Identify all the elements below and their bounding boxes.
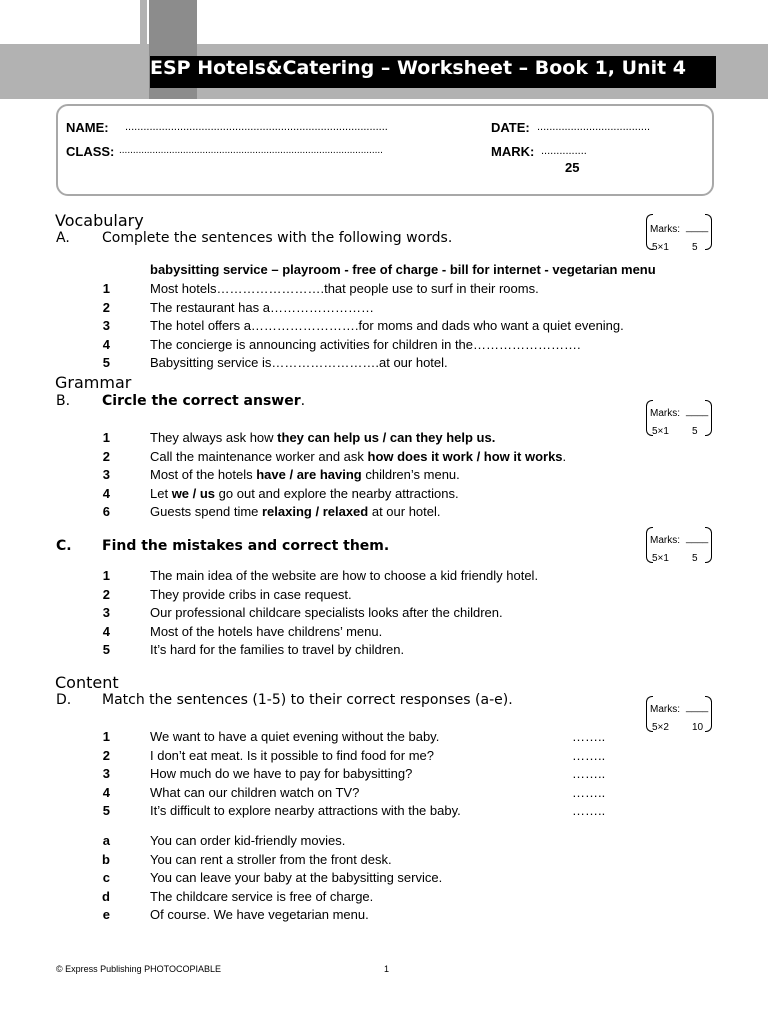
match-sentence: What can our children watch on TV?: [150, 784, 360, 800]
date-field[interactable]: .....................................: [537, 121, 651, 133]
item-number: 2: [102, 747, 110, 763]
item-number: 3: [102, 318, 110, 334]
task-d-letter: D.: [56, 692, 72, 708]
match-sentence: How much do we have to pay for babysitting?: [150, 766, 413, 782]
response-text: You can order kid-friendly movies.: [150, 833, 346, 848]
vocab-sentence: The hotel offers a…………………….for moms and dads who want a quiet evening.: [150, 318, 624, 334]
answer-options[interactable]: relaxing / relaxed: [262, 504, 369, 520]
sentence-text: They always ask how: [150, 430, 278, 445]
item-number: 2: [102, 299, 110, 315]
response-letter: d: [102, 888, 110, 904]
item-number: 1: [102, 729, 110, 744]
grammar-sentence: [150, 467, 460, 482]
class-label: CLASS:: [66, 144, 115, 159]
mistake-sentence: They provide cribs in case request.: [150, 586, 352, 602]
item-number: 5: [102, 355, 110, 371]
answer-blank[interactable]: ……..: [572, 766, 606, 782]
response-text: You can leave your baby at the babysitting service.: [150, 870, 443, 886]
response-letter: a: [102, 833, 110, 848]
marks-box-a: Marks: ____ 5×1 5: [646, 214, 712, 252]
mistake-sentence: Our professional childcare specialists looks after the children.: [150, 605, 503, 621]
task-b-letter: B.: [56, 393, 71, 409]
item-number: 6: [102, 504, 110, 520]
task-b-instruction: Circle the correct answer.: [102, 393, 306, 409]
sentence-text: go out and explore the nearby attractions.: [215, 485, 459, 501]
worksheet-title: ESP Hotels&Catering – Worksheet – Book 1, Unit 4: [150, 56, 716, 88]
response-letter: c: [102, 870, 110, 886]
item-number: 4: [102, 485, 110, 501]
answer-options[interactable]: how does it work / how it works: [367, 448, 563, 464]
answer-options[interactable]: we / us: [171, 485, 216, 501]
date-label: DATE:: [491, 120, 530, 135]
grammar-sentence: [150, 430, 495, 445]
sentence-text: at our hotel.: [368, 504, 441, 520]
response-text: Of course. We have vegetarian menu.: [150, 907, 369, 923]
vocab-sentence: The concierge is announcing activities for children in the…………………….: [150, 336, 581, 352]
answer-blank[interactable]: ……..: [572, 729, 606, 744]
sentence-text: children’s menu.: [361, 467, 460, 483]
answer-blank[interactable]: ……..: [572, 803, 606, 819]
vocabulary-heading: Vocabulary: [55, 211, 144, 230]
answer-blank[interactable]: ……..: [572, 747, 606, 763]
sentence-text: Most of the hotels: [150, 467, 257, 483]
item-number: 1: [102, 430, 110, 445]
response-text: You can rent a stroller from the front desk.: [150, 851, 392, 867]
response-letter: e: [102, 907, 110, 923]
mistake-sentence: The main idea of the website are how to choose a kid friendly hotel.: [150, 568, 539, 583]
grammar-sentence: [150, 486, 459, 501]
content-heading: Content: [55, 673, 119, 692]
marks-box-c: Marks: ____ 5×1 5: [646, 527, 712, 565]
total-marks: 25: [565, 160, 580, 175]
mark-field[interactable]: ...............: [541, 145, 587, 157]
item-number: 1: [102, 281, 110, 296]
task-d-instruction: Match the sentences (1-5) to their correct responses (a-e).: [102, 692, 513, 708]
sentence-text: Let: [150, 485, 172, 501]
item-number: 1: [102, 568, 110, 583]
grammar-sentence: [150, 449, 566, 464]
mistake-sentence: Most of the hotels have childrens’ menu.: [150, 623, 383, 639]
item-number: 3: [102, 766, 110, 782]
sentence-text: Call the maintenance worker and ask: [150, 448, 368, 464]
item-number: 5: [102, 642, 110, 658]
item-number: 5: [102, 803, 110, 819]
class-field[interactable]: ...............................................................................................: [119, 145, 383, 156]
response-text: The childcare service is free of charge.: [150, 888, 374, 904]
word-bank: babysitting service – playroom - free of charge - bill for internet - vegetarian menu: [150, 262, 656, 277]
task-a-letter: A.: [56, 230, 70, 246]
mark-label: MARK:: [491, 144, 535, 159]
marks-box-b: Marks: ____ 5×1 5: [646, 400, 712, 438]
match-sentence: We want to have a quiet evening without the baby.: [150, 729, 440, 744]
item-number: 4: [102, 623, 110, 639]
response-letter: b: [102, 851, 110, 867]
grammar-heading: Grammar: [55, 373, 132, 392]
mistake-sentence: It’s hard for the families to travel by children.: [150, 642, 405, 658]
item-number: 4: [102, 336, 110, 352]
item-number: 3: [102, 605, 110, 621]
header-stripe-light: [140, 0, 147, 99]
item-number: 4: [102, 784, 110, 800]
item-number: 2: [102, 586, 110, 602]
item-number: 2: [102, 448, 110, 464]
match-sentence: I don’t eat meat. Is it possible to find food for me?: [150, 747, 434, 763]
name-field[interactable]: ......................................................................................: [125, 121, 388, 133]
vocab-sentence: The restaurant has a……………………: [150, 299, 374, 315]
task-a-instruction: Complete the sentences with the following words.: [102, 230, 453, 246]
answer-options[interactable]: have / are having: [256, 467, 362, 483]
task-c-instruction: Find the mistakes and correct them.: [102, 538, 390, 554]
sentence-text: .: [562, 448, 567, 464]
marks-box-d: Marks: ____ 5×2 10: [646, 696, 712, 734]
copyright-footer: © Express Publishing PHOTOCOPIABLE: [56, 964, 222, 974]
grammar-sentence: [150, 504, 441, 519]
task-c-letter: C.: [56, 538, 72, 554]
vocab-sentence: Babysitting service is…………………….at our hotel.: [150, 355, 448, 371]
match-sentence: It’s difficult to explore nearby attractions with the baby.: [150, 803, 461, 819]
vocab-sentence: Most hotels…………………….that people use to surf in their rooms.: [150, 281, 539, 296]
item-number: 3: [102, 467, 110, 483]
sentence-text: Guests spend time: [150, 504, 262, 520]
page-number: 1: [384, 964, 390, 974]
name-label: NAME:: [66, 120, 109, 135]
answer-options[interactable]: they can help us / can they help us.: [277, 430, 496, 445]
answer-blank[interactable]: ……..: [572, 784, 606, 800]
